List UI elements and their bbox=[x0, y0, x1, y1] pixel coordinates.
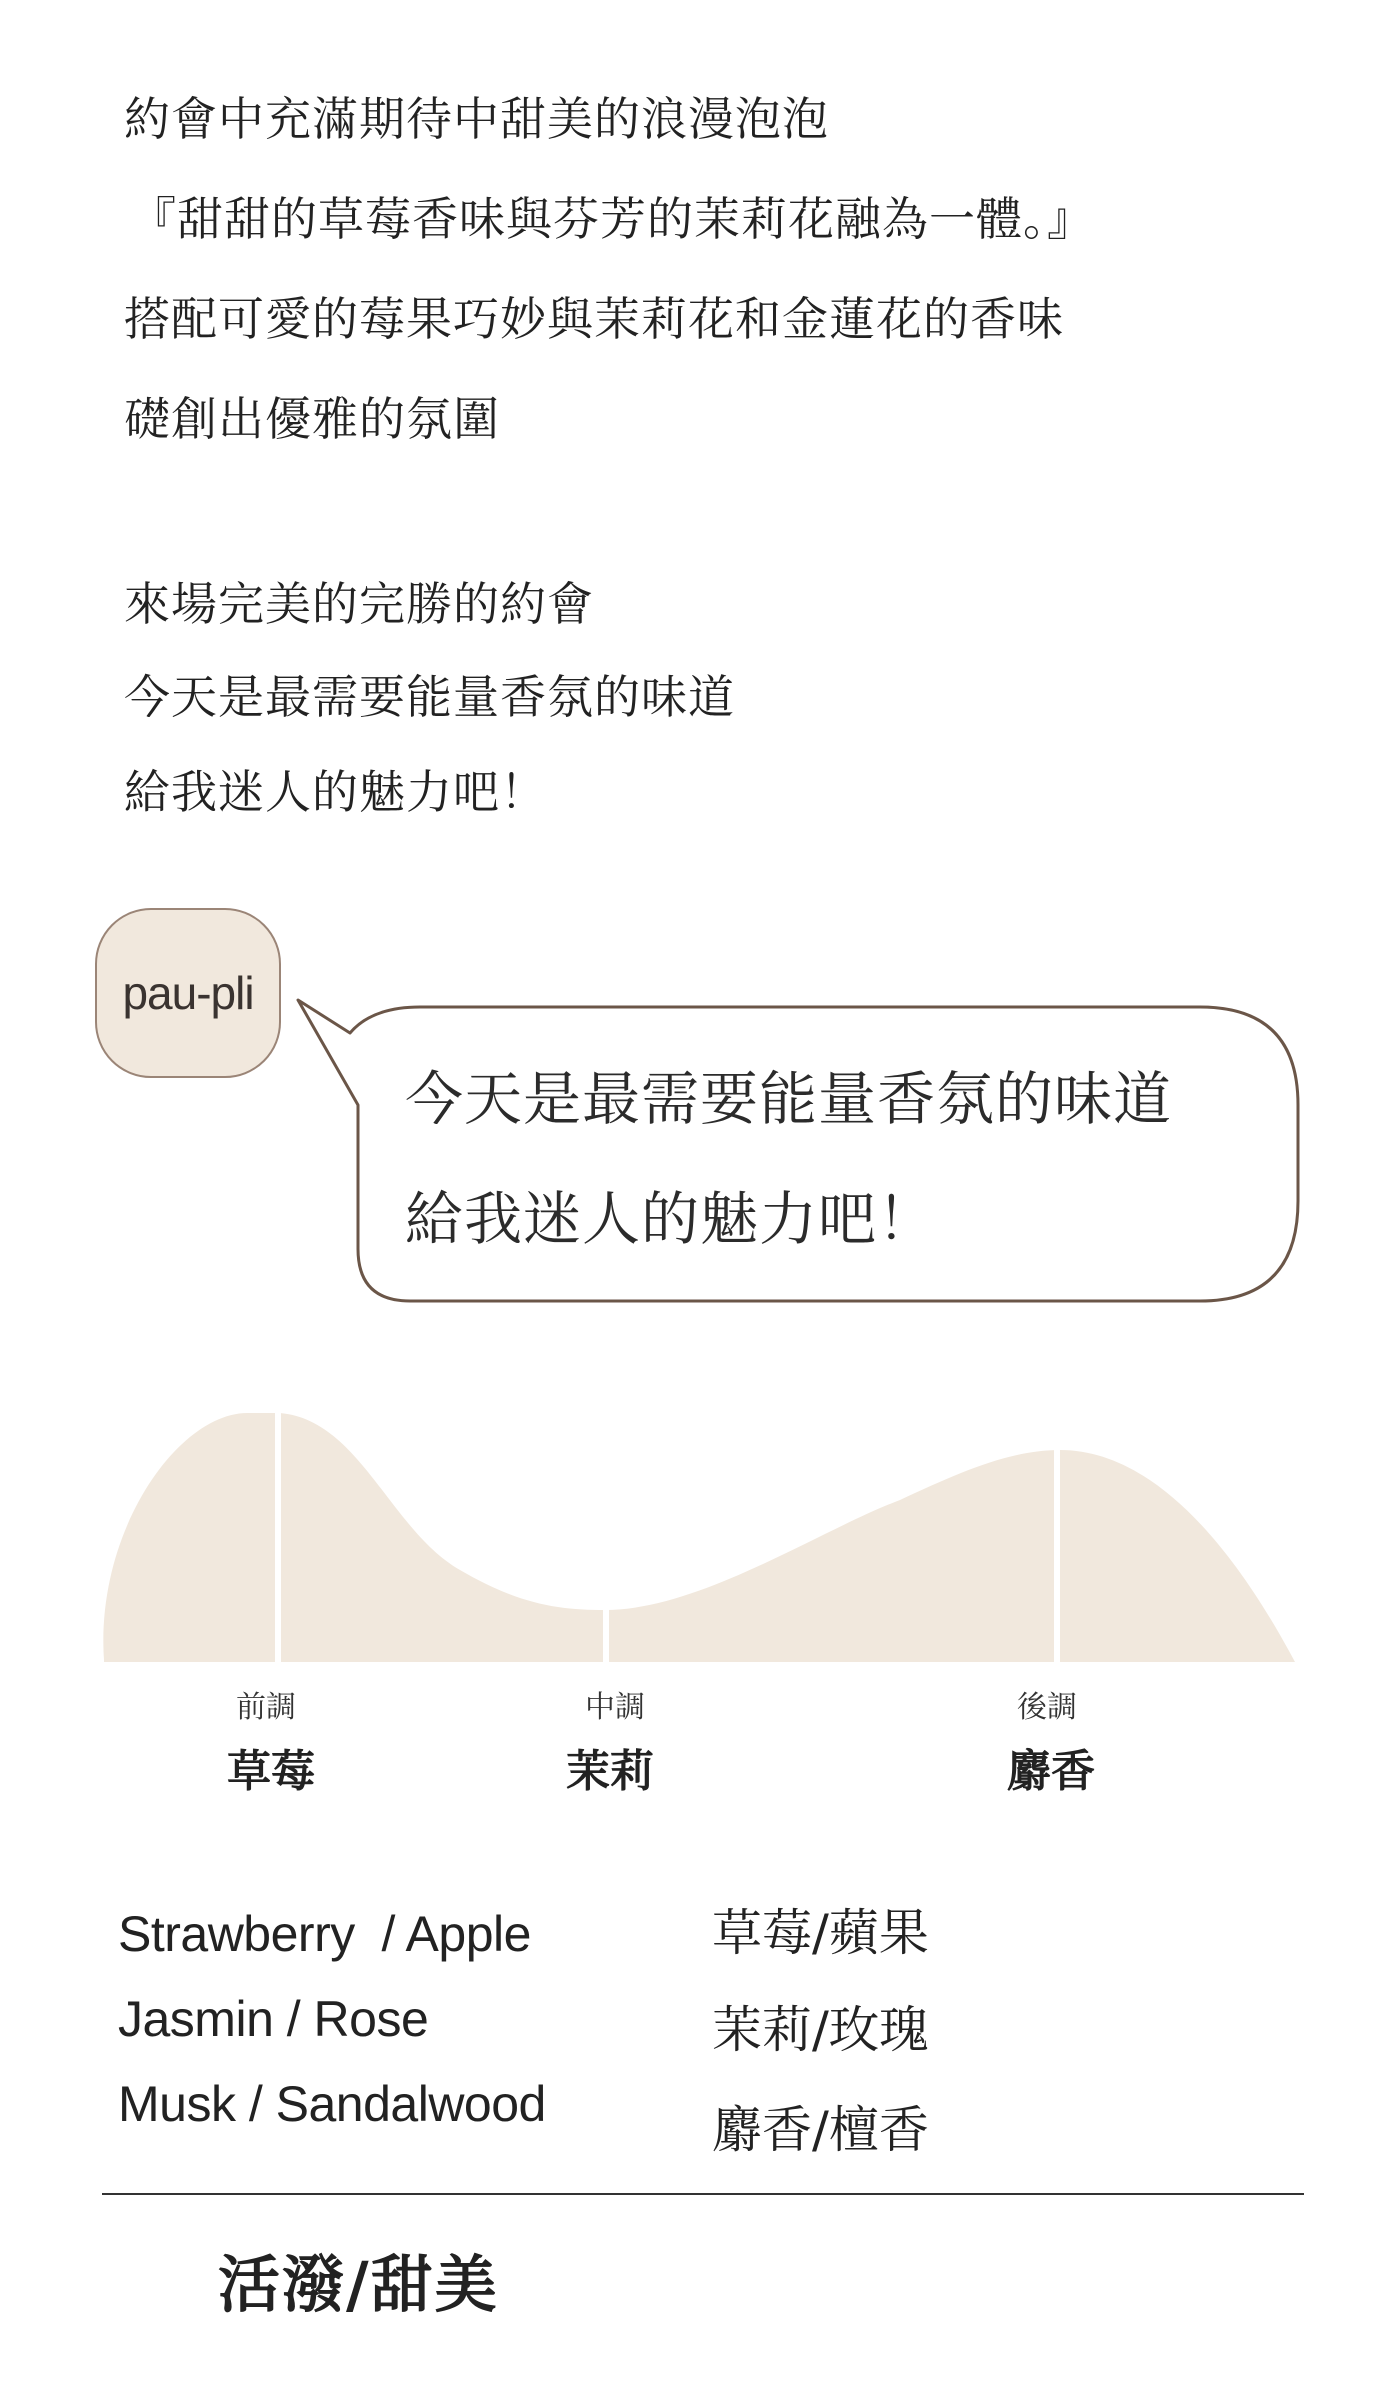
ingredient-zh-2: 茉莉/玫瑰 bbox=[712, 2001, 929, 2059]
ingredient-zh-3: 麝香/檀香 bbox=[712, 2101, 929, 2159]
middle-note-label: 中調 bbox=[585, 1690, 645, 1725]
top-note-label: 前調 bbox=[236, 1690, 296, 1725]
avatar-label: pau-pli bbox=[122, 967, 254, 1019]
speech-line-2: 給我迷人的魅力吧！ bbox=[405, 1185, 937, 1253]
speech-line-1: 今天是最需要能量香氛的味道 bbox=[405, 1065, 1173, 1133]
ingredient-en-3: Musk / Sandalwood bbox=[118, 2076, 546, 2132]
intro-line-6: 今天是最需要能量香氛的味道 bbox=[124, 670, 735, 724]
ingredient-en-1: Strawberry / Apple bbox=[118, 1906, 531, 1962]
base-note-name: 麝香 bbox=[1007, 1746, 1095, 1797]
avatar-bubble bbox=[95, 908, 281, 1078]
intro-line-3: 搭配可愛的莓果巧妙與茉莉花和金蓮花的香味 bbox=[124, 292, 1064, 346]
mood-text: 活潑/甜美 bbox=[218, 2248, 499, 2321]
intro-line-7: 給我迷人的魅力吧！ bbox=[124, 765, 547, 819]
middle-note-name: 茉莉 bbox=[566, 1746, 654, 1797]
speech-bubble bbox=[280, 985, 1310, 1315]
intro-line-1: 約會中充滿期待中甜美的浪漫泡泡 bbox=[124, 92, 829, 146]
intro-line-2: 『甜甜的草莓香味與芬芳的茉莉花融為一體。』 bbox=[130, 192, 1094, 246]
intro-line-4: 礎創出優雅的氛圍 bbox=[124, 392, 500, 446]
base-note-label: 後調 bbox=[1017, 1690, 1077, 1725]
ingredient-en-2: Jasmin / Rose bbox=[118, 1991, 429, 2047]
top-note-name: 草莓 bbox=[227, 1746, 315, 1797]
ingredient-zh-1: 草莓/蘋果 bbox=[712, 1904, 929, 1962]
divider bbox=[102, 2193, 1304, 2195]
scent-wave bbox=[0, 1380, 1400, 1680]
intro-line-5: 來場完美的完勝的約會 bbox=[124, 577, 594, 631]
